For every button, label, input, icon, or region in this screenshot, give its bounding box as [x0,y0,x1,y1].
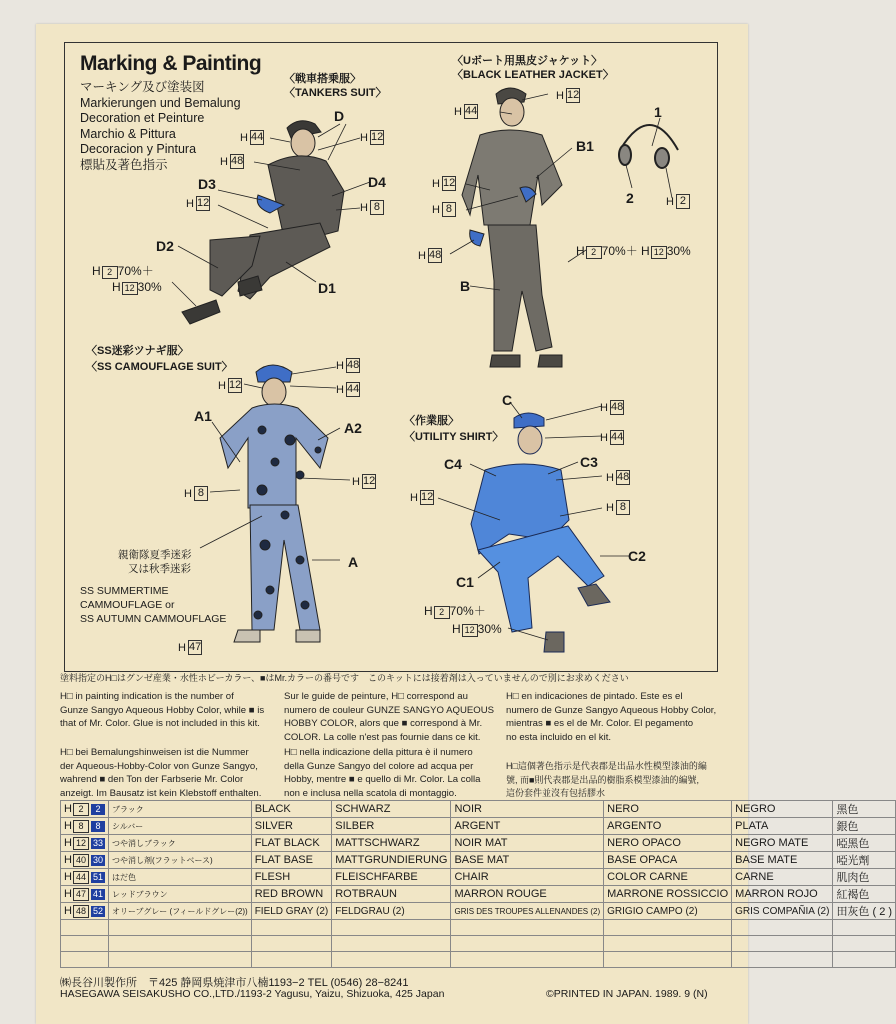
note-it: H□ nella indicazione della pittura è il numero della Gunze Sangyo del colore ad acqua per Hobby, mentre ■ e quello di Mr. Color. La colla non e inclusa nella scatola di montaggio. [284,747,481,799]
color-name-en: FLESH [251,869,332,886]
color-code-cell: H 2 2 [61,801,109,818]
footer-company-en: HASEGAWA SEISAKUSHO CO.,LTD./1193-2 Yagusu, Yaizu, Shizuoka, 425 Japan [60,988,445,1000]
color-name-it: ARGENTO [604,818,732,835]
hobby-color-number: 2 [73,803,89,816]
empty-cell [604,936,732,952]
hobby-color-number: 12 [73,837,89,850]
empty-cell [332,936,451,952]
empty-cell [604,920,732,936]
code-h12: H 12 [360,131,384,144]
empty-cell [332,920,451,936]
color-table-row [61,869,896,886]
color-name-fr: CHAIR [451,869,604,886]
page-title: Marking & Painting [80,52,262,75]
lang-jp: マーキング及び塗装図 [80,80,205,94]
color-name-jp: ブラック [108,801,251,818]
color-name-es: PLATA [732,818,833,835]
code-h44-camo: H 44 [336,383,360,396]
mr-color-number: 41 [92,888,103,899]
tankers-title-jp: 〈戦車搭乗服〉 [284,73,361,85]
lang-it: Marchio & Pittura [80,126,176,141]
color-code-cell: H 48 52 [61,903,109,920]
color-table-row [61,801,896,818]
color-name-cn: 紅褐色 [833,886,896,903]
hobby-color-number: 44 [73,871,89,884]
lang-fr: Decoration et Peinture [80,111,205,125]
note-en: H□ in painting indication is the number of Gunze Sangyo Aqueous Hobby Color, while ■ is that of Mr. Color. Glue is not included in this kit. [60,691,265,729]
label-C3: C3 [580,454,598,470]
code-h48: H 48 [220,155,244,168]
code-h48-util-b: H 48 [606,471,630,484]
camo-note-en: SS SUMMERTIME CAMMOUFLAGE or SS AUTUMN CAMMOUFLAGE [80,585,227,625]
camo-note-jp: 親衛隊夏季迷彩 又は秋季迷彩 [118,549,192,575]
lang-de: Markierungen und Bemalung [80,95,241,110]
color-name-es: BASE MATE [732,852,833,869]
color-name-fr: NOIR [451,801,604,818]
color-name-en: SILVER [251,818,332,835]
color-name-fr: MARRON ROUGE [451,886,604,903]
label-A2: A2 [344,420,362,436]
color-name-it: COLOR CARNE [604,869,732,886]
color-name-jp: レッドブラウン [108,886,251,903]
color-name-en: FIELD GRAY (2) [251,903,332,920]
color-name-de: FELDGRAU (2) [332,903,451,920]
color-name-es: CARNE [732,869,833,886]
label-B: B [460,278,471,294]
camo-title-en: 〈SS CAMOUFLAGE SUIT〉 [86,361,233,373]
color-name-it: NERO [604,801,732,818]
code-h48-util: H 48 [600,401,624,414]
color-name-de: MATTSCHWARZ [332,835,451,852]
hobby-color-number: 48 [73,905,89,918]
color-name-it: BASE OPACA [604,852,732,869]
label-C4: C4 [444,456,462,472]
label-2a: 2 [626,190,634,206]
color-code-cell: H 8 8 [61,818,109,835]
color-name-en: BLACK [251,801,332,818]
mr-color-number: 2 [91,804,105,815]
empty-cell [833,952,896,968]
color-name-es: NEGRO MATE [732,835,833,852]
hobby-color-number: 8 [73,820,89,833]
color-name-fr: BASE MAT [451,852,604,869]
empty-cell [251,936,332,952]
jacket-figure [462,88,562,367]
color-name-de: MATTGRUNDIERUNG [332,852,451,869]
color-name-it: NERO OPACO [604,835,732,852]
hobby-color-number: 40 [73,854,89,867]
code-h12-camo: H 12 [218,379,242,392]
color-name-cn: 肌肉色 [833,869,896,886]
camo-figure [220,365,328,642]
code-h44-jacket: H 44 [454,105,478,118]
note-de: H□ bei Bemalungshinweisen ist die Nummer der Aqueous-Hobby-Color von Gunze Sangyo, wahrend ■ den Ton der Farbserie Mr. Color anzeigt. Im Bausatz ist kein Klebstoff enthalten. [60,747,262,799]
color-name-de: SILBER [332,818,451,835]
camo-title-jp: 〈SS迷彩ツナギ服〉 [86,345,189,357]
empty-cell [732,952,833,968]
color-code-cell: H 47 41 [61,886,109,903]
hobby-color-number: 47 [73,888,89,901]
color-name-it: MARRONE ROSSICCIO [604,886,732,903]
jacket-title-en: 〈BLACK LEATHER JACKET〉 [452,69,614,81]
mr-color-number: 8 [91,821,105,832]
color-name-es: MARRON ROJO [732,886,833,903]
label-D3: D3 [198,176,216,192]
color-table-row [61,903,896,920]
empty-cell [251,952,332,968]
code-h8-jacket: H 8 [432,202,456,217]
empty-cell [604,952,732,968]
color-name-jp: シルバー [108,818,251,835]
empty-cell [833,920,896,936]
color-name-fr: GRIS DES TROUPES ALLENANDES (2) [451,903,604,920]
mix-util-top: H 2 70%＋ [424,604,486,618]
color-name-jp: オリーブグレー (フィールドグレー(2)) [108,903,251,920]
color-table-empty-row [61,920,896,936]
color-name-de: FLEISCHFARBE [332,869,451,886]
color-table-empty-row [61,936,896,952]
color-table-row [61,835,896,852]
color-name-fr: NOIR MAT [451,835,604,852]
code-h8-camo: H 8 [184,486,208,501]
tankers-title-en: 〈TANKERS SUIT〉 [284,87,387,99]
mix-util-bottom: H 12 30% [452,622,502,636]
language-list [80,80,241,173]
empty-cell [108,920,251,936]
color-name-cn: 田灰色 ( 2 ) [833,903,896,920]
empty-cell [108,952,251,968]
empty-cell [451,936,604,952]
code-h47-camo: H 47 [178,641,202,654]
empty-cell [451,952,604,968]
color-name-cn: 啞黑色 [833,835,896,852]
footer-printed: ©PRINTED IN JAPAN. 1989. 9 (N) [546,988,708,1000]
label-A1: A1 [194,408,212,424]
color-code-cell: H 44 51 [61,869,109,886]
utility-title-en: 〈UTILITY SHIRT〉 [404,431,504,443]
headphones-drawing [619,125,678,168]
code-h12b: H 12 [186,197,210,210]
color-name-jp: はだ色 [108,869,251,886]
empty-cell [833,936,896,952]
color-table-empty-row [61,952,896,968]
color-code-cell: H 40 30 [61,852,109,869]
color-name-es: NEGRO [732,801,833,818]
label-D4: D4 [368,174,386,190]
empty-cell [732,936,833,952]
color-name-cn: 黑色 [833,801,896,818]
mr-color-number: 51 [92,871,103,882]
empty-cell [108,936,251,952]
note-fr: Sur le guide de peinture, H□ correspond au numero de couleur GUNZE SANGYO AQUEOUS HOBBY COLOR, alors que ■ correspond à Mr. COLOR. La colle n'est pas fournie dans ce kit. [284,691,495,743]
color-table-row [61,852,896,869]
color-name-de: SCHWARZ [332,801,451,818]
label-C1: C1 [456,574,474,590]
utility-figure [471,413,610,652]
label-D1: D1 [318,280,336,296]
label-C: C [502,392,513,408]
empty-cell [332,952,451,968]
lang-cn: 標貼及著色指示 [80,157,168,172]
color-name-en: FLAT BASE [251,852,332,869]
color-name-es: GRIS COMPAÑIA (2) [732,903,833,920]
code-h8: H 8 [360,200,384,215]
empty-cell [732,920,833,936]
label-D2: D2 [156,238,174,254]
label-C2: C2 [628,548,646,564]
lang-es: Decoracion y Pintura [80,142,197,156]
label-1: 1 [654,104,662,120]
color-code-cell: H 12 33 [61,835,109,852]
empty-cell [61,920,109,936]
code-h44-util: H 44 [600,431,624,444]
color-name-it: GRIGIO CAMPO (2) [604,903,732,920]
jacket-title-jp: 〈Uボート用黒皮ジャケット〉 [452,55,603,67]
color-table-row [61,818,896,835]
code-h8-util: H 8 [606,500,630,515]
color-name-de: ROTBRAUN [332,886,451,903]
code-h44: H 44 [240,131,264,144]
code-h12-jacket: H 12 [556,89,580,102]
mix-jacket: H 2 70%＋ H 12 30% [576,244,691,258]
code-h48-jacket: H 48 [418,249,442,262]
mr-color-number: 30 [92,854,103,865]
color-name-en: FLAT BLACK [251,835,332,852]
mix-bottom: H 12 30% [112,280,162,294]
empty-cell [451,920,604,936]
color-name-en: RED BROWN [251,886,332,903]
note-cn: H□這個著色指示是代表郡是出品水性模型漆油的編 號, 而■則代表郡是出品的樹脂系模型漆油的編號, 這份套件並沒有包括膠水 [506,761,707,798]
color-table [60,800,896,968]
footer-company-jp: ㈱長谷川製作所 〒425 静岡県焼津市八楠1193−2 TEL (0546) 28−8241 [60,977,409,989]
label-D: D [334,108,345,124]
color-name-cn: 啞光劑 [833,852,896,869]
empty-cell [61,936,109,952]
label-A: A [348,554,359,570]
code-h48-camo: H 48 [336,359,360,372]
mr-color-number: 52 [92,905,103,916]
empty-cell [251,920,332,936]
note-jp: 塗料指定のH□はグンゼ産業・水性ホビーカラー、■はMr.カラーの番号です このキットには接着剤は入っていませんので別にお求めください [60,673,629,683]
color-table-row [61,886,896,903]
utility-title-jp: 〈作業服〉 [404,415,459,427]
code-h12-jacket-b: H 12 [432,177,456,190]
code-h12-util: H 12 [410,491,434,504]
leader-lines [172,94,672,640]
mix-top: H 2 70%＋ [92,264,154,278]
code-h12-camo-b: H 12 [352,475,376,488]
color-name-jp: つや消しブラック [108,835,251,852]
color-name-cn: 銀色 [833,818,896,835]
mr-color-number: 33 [92,837,103,848]
label-B1: B1 [576,138,594,154]
color-name-jp: つや消し剤(フラットベース) [108,852,251,869]
color-name-fr: ARGENT [451,818,604,835]
code-h2-headphones: H 2 [666,194,690,209]
empty-cell [61,952,109,968]
note-es: H□ en indicaciones de pintado. Este es el numero de Gunze Sangyo Aqueous Hobby Color, mientras ■ es el de Mr. Color. El pegamento no esta incluido en el kit. [506,691,717,743]
